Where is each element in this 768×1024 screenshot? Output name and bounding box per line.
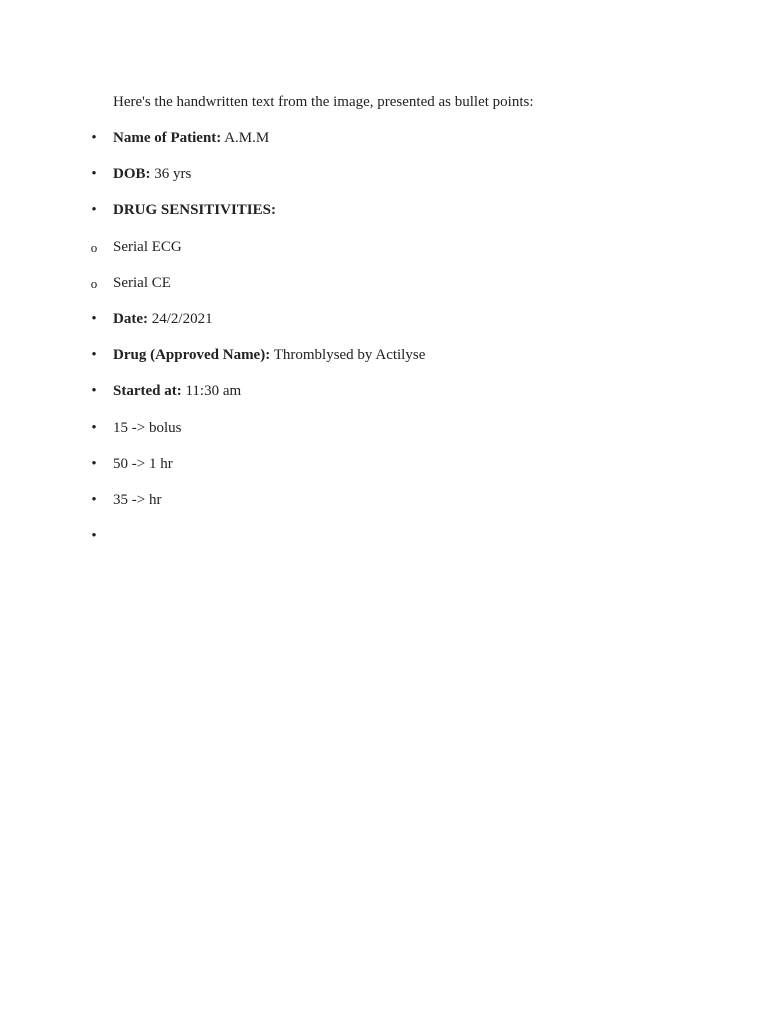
list-item-text: [113, 310, 213, 328]
item-value: 11:30 am: [181, 383, 242, 400]
sub-list-item: [0, 238, 768, 274]
list-item: [0, 201, 768, 237]
sub-list-item: [0, 274, 768, 310]
item-label: Date:: [113, 310, 148, 327]
list-item: [0, 419, 768, 455]
list-item-text: [113, 274, 171, 292]
list-item-text: [113, 201, 276, 219]
bullet-marker: •: [91, 130, 97, 146]
bullet-marker: •: [91, 383, 97, 400]
list-item-text: [113, 346, 425, 364]
bullet-marker: •: [91, 202, 97, 219]
item-label: Started at:: [113, 383, 182, 400]
item-value: 50 -> 1 hr: [113, 455, 173, 472]
list-item: [0, 382, 768, 418]
list-item-text: [113, 238, 182, 256]
item-value: Thromblysed by Actilyse: [270, 347, 426, 364]
list-item: [0, 491, 768, 527]
bullet-marker: •: [91, 419, 97, 436]
list-item-text: [113, 129, 269, 147]
bullet-marker: •: [91, 347, 97, 364]
bullet-marker: •: [91, 166, 97, 183]
item-value: Serial CE: [113, 274, 171, 291]
sub-bullet-marker: o: [90, 275, 98, 291]
item-value: 36 yrs: [150, 166, 192, 183]
item-label: Drug (Approved Name):: [113, 347, 271, 364]
list-item-text: [113, 419, 181, 437]
item-label: Name of Patient:: [113, 130, 222, 146]
bullet-marker: •: [91, 310, 97, 327]
bullet-list: [0, 129, 768, 563]
list-item-text: [113, 455, 173, 473]
bullet-marker: •: [91, 455, 97, 472]
list-item-text: [113, 491, 161, 509]
item-value: A.M.M: [221, 130, 270, 146]
list-item: [0, 129, 768, 165]
list-item-text: [113, 165, 191, 183]
item-value: 15 -> bolus: [113, 419, 182, 436]
bullet-marker: •: [91, 491, 97, 508]
intro-text: Here's the handwritten text from the image, presented as bullet points:: [113, 94, 534, 110]
item-value: 24/2/2021: [147, 310, 213, 327]
bullet-marker: •: [91, 528, 97, 545]
item-value: Serial ECG: [113, 238, 182, 255]
list-item: [0, 310, 768, 346]
list-item-text: [113, 382, 241, 400]
list-item-empty: [0, 527, 768, 563]
list-item: [0, 346, 768, 382]
sub-bullet-marker: o: [90, 239, 98, 255]
item-value: 35 -> hr: [113, 491, 162, 508]
item-label: DRUG SENSITIVITIES:: [113, 202, 276, 219]
list-item: [0, 165, 768, 201]
list-item: [0, 455, 768, 491]
item-label: DOB:: [113, 166, 151, 183]
